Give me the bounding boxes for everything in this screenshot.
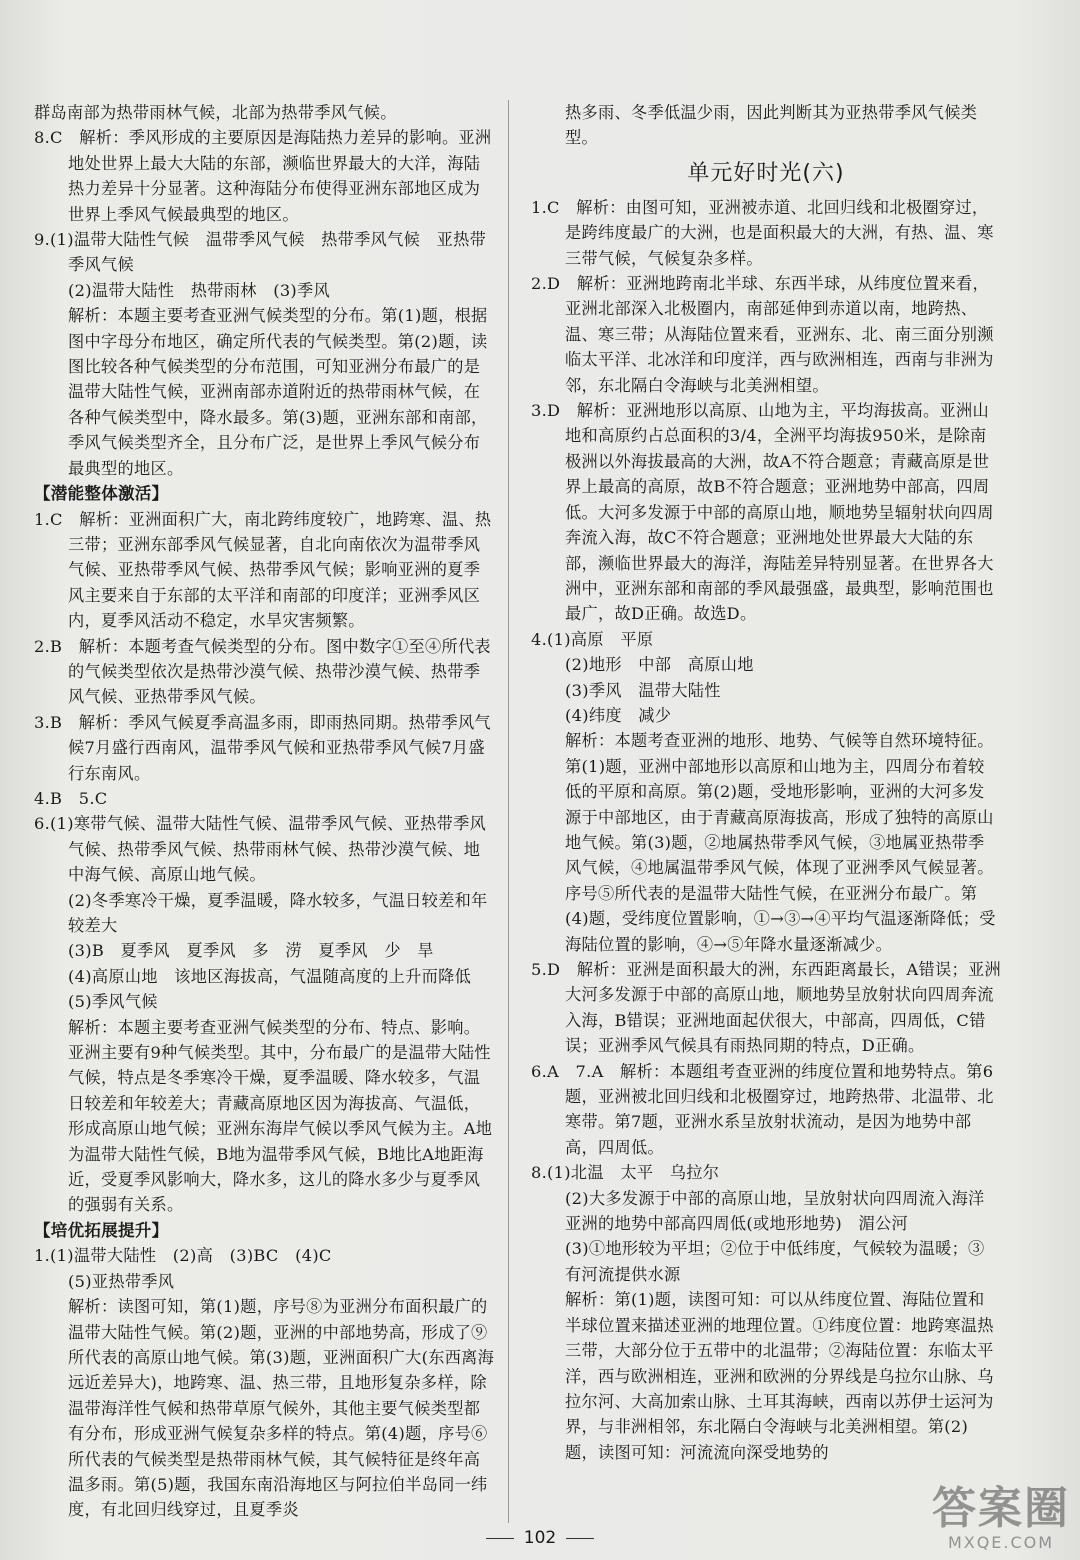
answer-item: 5.D 解析：亚洲是面积最大的洲，东西距离最长，A错误；亚洲大河多发源于中部的高原山地，顺地势呈放射状向四周奔流入海，B错误；亚洲地面起伏很大，中部高，四周低，C错误；亚洲季风气候具有雨热同期的特点，D正确。 — [531, 960, 1001, 1056]
answer-item: 4.B 5.C — [34, 788, 108, 808]
right-column-answers — [531, 195, 1001, 1465]
page-number-text: 102 — [523, 1528, 557, 1548]
answer-item: 6.A 7.A 解析：本题组考查亚洲的纬度位置和地势特点。第6题，亚洲被北回归线和北极圈穿过，地跨热带、北温带、北寒带。第7题，亚洲水系呈放射状流动，是因为地势中部高，四周低。 — [531, 1061, 994, 1157]
unit-title: 单元好时光(六) — [687, 160, 845, 186]
page-number-dash-right — [566, 1538, 594, 1539]
answer-paragraph: (2)地形 中部 高原山地 — [565, 655, 754, 675]
answer-item: 1.(1)温带大陆性 (2)高 (3)BC (4)C — [34, 1246, 332, 1266]
answer-item: 8.(1)北温 太平 乌拉尔 — [531, 1163, 720, 1183]
answer-item: 6.(1)寒带气候、温带大陆性气候、温带季风气候、亚热带季风气候、热带季风气候、热带雨林气候、热带沙漠气候、地中海气候、高原山地气候。 — [34, 814, 487, 885]
section-heading: 【潜能整体激活】 — [34, 484, 169, 504]
answer-paragraph: (4)纬度 减少 — [565, 705, 672, 725]
answer-paragraph: (4)高原山地 该地区海拔高，气温随高度的上升而降低 — [68, 966, 472, 986]
answer-item: 8.C 解析：季风形成的主要原因是海陆热力差异的影响。亚洲地处世界上最大大陆的东部，濒临世界最大的大洋，海陆热力差异十分显著。这种海陆分布使得亚洲东部地区成为世界上季风气候最典型的地区。 — [34, 128, 492, 224]
page-number-dash-left — [486, 1538, 514, 1539]
answer-paragraph: 解析：本题考查亚洲的地形、地势、气候等自然环境特征。第(1)题，亚洲中部地形以高原和山地为主，四周分布着较低的平原和高原。第(2)题，受地形影响，亚洲的大河多发源于中部地区，由于青藏高原海拔高，形成了独特的高原山地气候。第(3)题，②地属热带季风气候，③地属亚热带季风气候，④地属温带季风气候，体现了亚洲季风气候显著。序号⑤所代表的是温带大陆性气候，在亚洲分布最广。第(4)题，受纬度位置影响，①→③→④平均气温逐渐降低；受海陆位置的影响，④→⑤年降水量逐渐减少。 — [565, 731, 996, 954]
answer-item: 2.B 解析：本题考查气候类型的分布。图中数字①至④所代表的气候类型依次是热带沙漠气候、热带沙漠气候、热带季风气候、亚热带季风气候。 — [34, 636, 491, 707]
answer-item: 4.(1)高原 平原 — [531, 629, 654, 649]
answer-item: 2.D 解析：亚洲地跨南北半球、东西半球，从纬度位置来看，亚洲北部深入北极圈内，南部延伸到赤道以南，地跨热、温、寒三带；从海陆位置来看，亚洲东、北、南三面分别濒临太平洋、北冰洋和印度洋，西与欧洲相连，西南与非洲为邻，东北隔白令海峡与北美洲相望。 — [531, 274, 994, 395]
answer-paragraph: (3)B 夏季风 夏季风 多 涝 夏季风 少 旱 — [68, 941, 434, 961]
answer-paragraph: (3)季风 温带大陆性 — [565, 680, 721, 700]
right-column — [531, 100, 1001, 1523]
answer-paragraph: 群岛南部为热带雨林气候，北部为热带季风气候。 — [34, 103, 397, 122]
answer-item: 1.C 解析：由图可知，亚洲被赤道、北回归线和北极圈穿过，是跨纬度最广的大洲，也是面积最大的大洲，有热、温、寒三带气候，气候复杂多样。 — [531, 197, 994, 268]
answer-item: 3.D 解析：亚洲地形以高原、山地为主，平均海拔高。亚洲山地和高原约占总面积的3/4，全洲平均海拔950米，是除南极洲以外海拔最高的大洲，故A不符合题意；青藏高原是世界上最高的高原，故B不符合题意；亚洲地势中部高，四周低。大河多发源于中部的高原山地，顺地势呈辐射状向四周奔流入海，故C不符合题意；亚洲地处世界最大大陆的东部，濒临世界最大的海洋，海陆差异特别显著。在世界各大洲中，亚洲东部和南部的季风最强盛，最典型，影响范围也最广，故D正确。故选D。 — [531, 401, 994, 624]
answer-paragraph: (2)大多发源于中部的高原山地，呈放射状向四周流入海洋 亚洲的地势中部高四周低(或地形地势) 湄公河 — [565, 1188, 1002, 1234]
right-column-continuation — [531, 100, 1001, 151]
two-column-body — [34, 100, 1036, 1523]
section-heading: 【培优拓展提升】 — [34, 1220, 169, 1240]
watermark-logo-text: 答案圈 — [932, 1483, 1070, 1534]
answer-paragraph: 解析：第(1)题，读图可知：可以从纬度位置、海陆位置和半球位置来描述亚洲的地理位置。①纬度位置：地跨寒温热三带，大部分位于五带中的北温带；②海陆位置：东临太平洋，西与欧洲相连，亚洲和欧洲的分界线是乌拉尔山脉、乌拉尔河、大高加索山脉、土耳其海峡，西南以苏伊士运河为界，与非洲相邻，东北隔白令海峡与北美洲相望。第(2)题，读图可知：河流流向深受地势的 — [565, 1290, 994, 1462]
watermark-logo — [932, 1485, 1070, 1552]
answer-paragraph: (5)亚热带季风 — [68, 1271, 175, 1291]
answer-paragraph: (2)温带大陆性 热带雨林 (3)季风 — [68, 280, 331, 300]
answer-paragraph: (2)冬季寒冷干燥，夏季温暖，降水较多，气温日较差和年较差大 — [68, 890, 488, 935]
answer-paragraph: 热多雨、冬季低温少雨，因此判断其为亚热带季风气候类型。 — [565, 103, 978, 148]
watermark-url: MXQE.COM — [947, 1533, 1055, 1552]
answer-paragraph: 解析：读图可知，第(1)题，序号⑧为亚洲分布面积最广的温带大陆性气候。第(2)题，亚洲的中部地势高，形成了⑨所代表的高原山地气候。第(3)题，亚洲面积广大(东西离海远近差异大)，地跨寒、温、热三带，且地形复杂多样，除温带海洋性气候和热带草原气候外，其他主要气候类型都有分布，形成亚洲气候复杂多样的特点。第(4)题，序号⑥所代表的气候类型是热带雨林气候，其气候特征是终年高温多雨。第(5)题，我国东南沿海地区与阿拉伯半岛同一纬度，有北回归线穿过，且夏季炎 — [68, 1297, 495, 1520]
answer-item: 1.C 解析：亚洲面积广大，南北跨纬度较广，地跨寒、温、热三带；亚洲东部季风气候显著，自北向南依次为温带季风气候、亚热带季风气候、热带季风气候；影响亚洲的夏季风主要来自于东部的太平洋和南部的印度洋；亚洲季风区内，夏季风活动不稳定，水旱灾害频繁。 — [34, 509, 492, 631]
answer-item: 3.B 解析：季风气候夏季高温多雨，即雨热同期。热带季风气候7月盛行西南风，温带季风气候和亚热带季风气候7月盛行东南风。 — [34, 712, 491, 783]
answer-paragraph: (3)①地形较为平坦；②位于中低纬度，气候较为温暖；③有河流提供水源 — [565, 1239, 985, 1284]
answer-paragraph: (5)季风气候 — [68, 992, 158, 1012]
answer-item: 9.(1)温带大陆性气候 温带季风气候 热带季风气候 亚热带季风气候 — [34, 230, 487, 275]
answer-paragraph: 解析：本题主要考查亚洲气候类型的分布、特点、影响。亚洲主要有9种气候类型。其中，分布最广的是温带大陆性气候，特点是冬季寒冷干燥，夏季温暖、降水较多，气温日较差和年较差大；青藏高原地区因为海拔高、气温低，形成高原山地气候；亚洲东海岸气候以季风气候为主。A地为温带大陆性气候，B地为温带季风气候，B地比A地距海近，受夏季风影响大，降水多，这儿的降水多少与夏季风的强弱有关系。 — [68, 1017, 493, 1215]
left-column — [34, 100, 509, 1523]
page-number — [0, 1528, 1080, 1548]
answer-paragraph: 解析：本题主要考查亚洲气候类型的分布。第(1)题，根据图中字母分布地区，确定所代表的气候类型。第(2)题，读图比较各种气候类型的分布范围，可知亚洲分布最广的是温带大陆性气候，亚洲南部赤道附近的热带雨林气候，在各种气候类型中，降水最多。第(3)题，亚洲东部和南部，季风气候类型齐全，且分布广泛，是世界上季风气候分布最典型的地区。 — [68, 306, 488, 478]
